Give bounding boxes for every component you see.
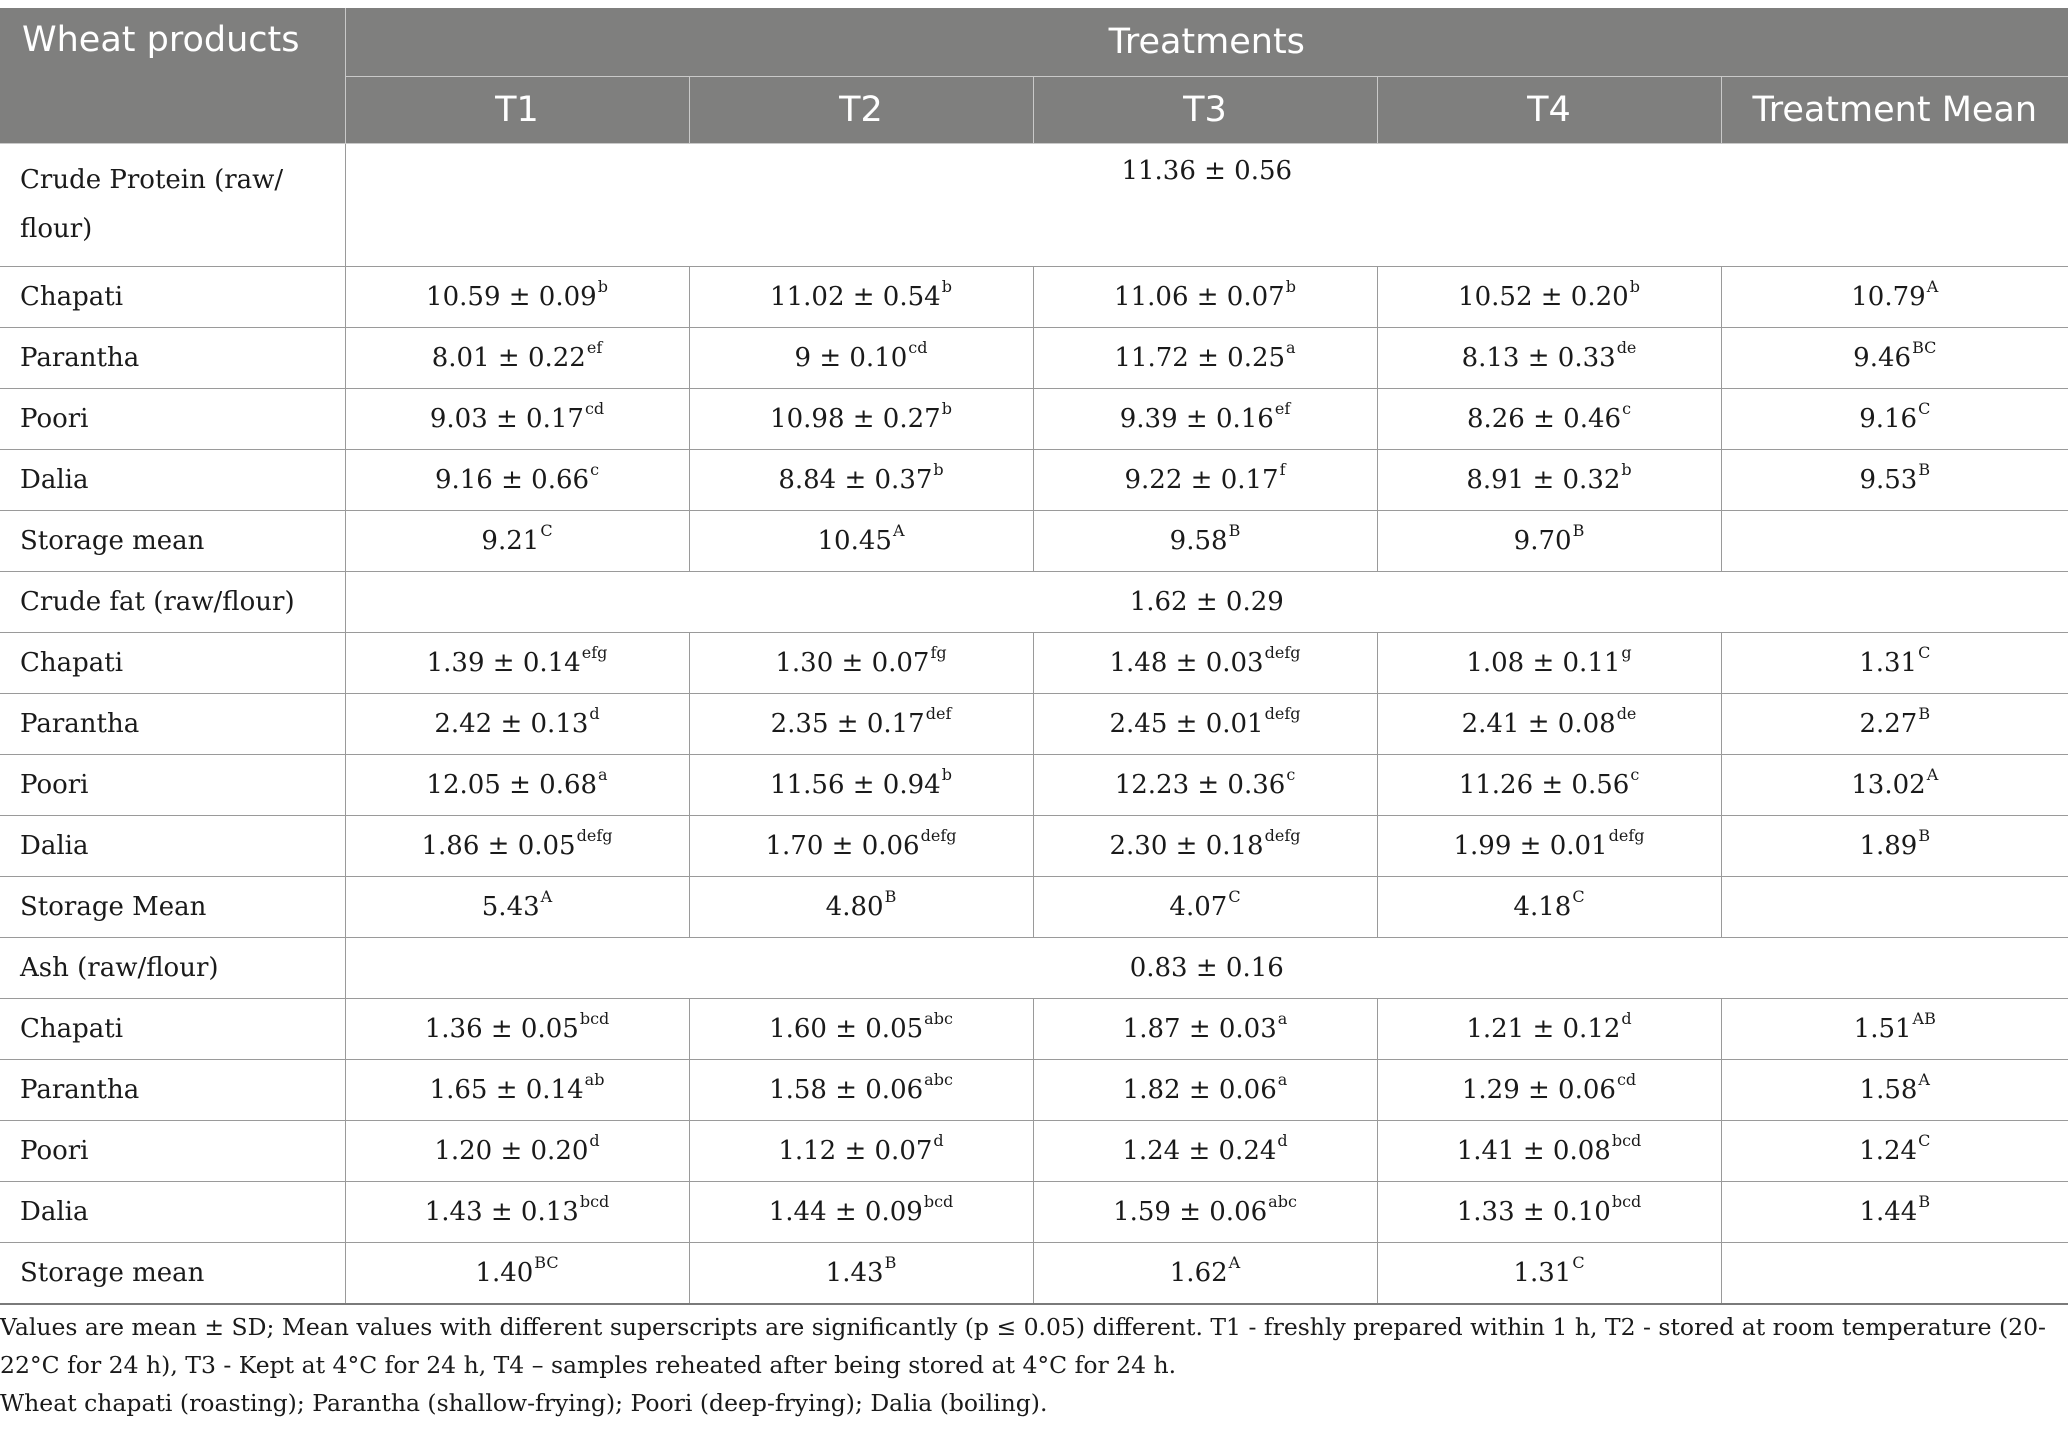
table-cell [345, 1121, 689, 1182]
section-row [0, 572, 2068, 633]
table-cell [1377, 1121, 1721, 1182]
section-raw-value: 1.62 ± 0.29 [345, 572, 2068, 633]
cell-superscript: d [933, 1131, 944, 1150]
table-cell [1033, 816, 1377, 877]
cell-value: 1.40 [475, 1258, 534, 1288]
table-cell [345, 694, 689, 755]
cell-value: 1.24 ± 0.24 [1122, 1136, 1277, 1166]
cell-superscript: b [941, 765, 952, 784]
table-cell [1377, 389, 1721, 450]
section-raw-value: 11.36 ± 0.56 [345, 144, 2068, 267]
cell-value: 9.03 ± 0.17 [429, 404, 584, 434]
cell-superscript: c [1286, 765, 1296, 784]
table-cell [1033, 511, 1377, 572]
table-footnotes [0, 1308, 2050, 1422]
table-cell [1033, 267, 1377, 328]
table-cell [1377, 755, 1721, 816]
cell-superscript: cd [1616, 1070, 1637, 1089]
footnote-definitions: Values are mean ± SD; Mean values with different superscripts are significantly (p ≤ 0.05) different. T1 - freshly prepared within 1 h, T2 - stored at room temperature (20-22°C for 24 h), T3 - Kept at 4°C for 24 h, T4 – samples reheated after being stored at 4°C for 24 h. [0, 1313, 2046, 1379]
cell-value: 1.70 ± 0.06 [765, 831, 920, 861]
cell-superscript: bcd [579, 1192, 610, 1211]
table-cell [1377, 511, 1721, 572]
cell-superscript: g [1621, 643, 1632, 662]
cell-value: 1.65 ± 0.14 [429, 1075, 584, 1105]
cell-value: 1.44 ± 0.09 [768, 1197, 923, 1227]
cell-superscript: C [1918, 1131, 1931, 1150]
table-cell [345, 1060, 689, 1121]
cell-superscript: ab [584, 1070, 605, 1089]
cell-value: 8.91 ± 0.32 [1466, 465, 1621, 495]
cell-value: 1.58 [1859, 1075, 1918, 1105]
cell-value: 1.86 ± 0.05 [421, 831, 576, 861]
cell-superscript: ef [586, 338, 603, 357]
cell-value: 10.52 ± 0.20 [1458, 282, 1629, 312]
table-cell [1721, 267, 2068, 328]
section-title: Ash (raw/flour) [0, 938, 345, 999]
cell-value: 5.43 [481, 892, 540, 922]
cell-value: 11.26 ± 0.56 [1458, 770, 1630, 800]
cell-superscript: de [1616, 338, 1637, 357]
table-cell [689, 1121, 1033, 1182]
cell-value: 9.58 [1169, 526, 1228, 556]
table-cell [1033, 328, 1377, 389]
cell-superscript: B [1918, 704, 1931, 723]
header-col-t3: T3 [1033, 77, 1377, 144]
table-cell [1033, 694, 1377, 755]
table-cell [1721, 1060, 2068, 1121]
cell-superscript: c [1630, 765, 1640, 784]
header-col-t4: T4 [1377, 77, 1721, 144]
cell-superscript: AB [1912, 1009, 1936, 1028]
table-cell [345, 1182, 689, 1243]
results-table [0, 8, 2068, 1305]
table-cell [1033, 633, 1377, 694]
cell-superscript: B [884, 887, 897, 906]
table-cell [345, 755, 689, 816]
cell-value: 11.56 ± 0.94 [770, 770, 941, 800]
table-cell [1033, 1243, 1377, 1305]
table-cell [689, 511, 1033, 572]
cell-superscript: A [1918, 1070, 1930, 1089]
cell-superscript: BC [1912, 338, 1937, 357]
row-label: Poori [0, 389, 345, 450]
cell-superscript: A [540, 887, 553, 906]
cell-value: 9.70 [1513, 526, 1572, 556]
cell-superscript: B [1918, 1192, 1931, 1211]
cell-superscript: defg [1608, 826, 1645, 845]
table-cell [689, 694, 1033, 755]
cell-value: 4.80 [825, 892, 884, 922]
cell-superscript: defg [920, 826, 957, 845]
cell-superscript: a [1277, 1009, 1288, 1028]
row-label: Dalia [0, 816, 345, 877]
cell-value: 1.59 ± 0.06 [1113, 1197, 1268, 1227]
table-cell [1377, 1182, 1721, 1243]
cell-superscript: d [1621, 1009, 1632, 1028]
cell-superscript: b [1629, 277, 1640, 296]
table-cell [1721, 389, 2068, 450]
cell-superscript: defg [1264, 826, 1301, 845]
cell-value: 8.26 ± 0.46 [1466, 404, 1622, 434]
table-cell [1377, 694, 1721, 755]
table-cell [689, 1243, 1033, 1305]
cell-superscript: C [1572, 887, 1585, 906]
table-row [0, 755, 2068, 816]
table-cell [1721, 1121, 2068, 1182]
cell-value: 1.24 [1859, 1136, 1918, 1166]
table-cell [345, 511, 689, 572]
table-cell [689, 450, 1033, 511]
cell-value: 1.31 [1513, 1258, 1572, 1288]
cell-superscript: defg [1264, 643, 1301, 662]
cell-superscript: b [597, 277, 608, 296]
cell-superscript: bcd [923, 1192, 954, 1211]
table-cell [345, 633, 689, 694]
table-cell [689, 267, 1033, 328]
table-row [0, 1182, 2068, 1243]
cell-value: 12.05 ± 0.68 [426, 770, 598, 800]
cell-value: 2.30 ± 0.18 [1109, 831, 1264, 861]
cell-value: 4.18 [1513, 892, 1572, 922]
cell-value: 1.87 ± 0.03 [1122, 1014, 1277, 1044]
row-label: Parantha [0, 694, 345, 755]
cell-superscript: B [1918, 826, 1931, 845]
cell-value: 2.42 ± 0.13 [434, 709, 589, 739]
row-label: Storage mean [0, 511, 345, 572]
cell-value: 1.43 ± 0.13 [424, 1197, 579, 1227]
cell-value: 9.53 [1859, 465, 1918, 495]
cell-value: 1.39 ± 0.14 [426, 648, 581, 678]
row-label: Storage mean [0, 1243, 345, 1305]
row-label: Parantha [0, 1060, 345, 1121]
header-col-t1: T1 [345, 77, 689, 144]
cell-value: 1.31 [1859, 648, 1918, 678]
table-cell [689, 633, 1033, 694]
table-cell [1721, 1182, 2068, 1243]
cell-superscript: a [598, 765, 608, 784]
cell-superscript: B [1572, 521, 1585, 540]
cell-value: 1.08 ± 0.11 [1466, 648, 1621, 678]
section-title: Crude fat (raw/flour) [0, 572, 345, 633]
table-cell [1721, 328, 2068, 389]
table-cell [1033, 450, 1377, 511]
table-row [0, 450, 2068, 511]
table-cell [345, 1243, 689, 1305]
table-cell [1721, 816, 2068, 877]
table-cell [345, 816, 689, 877]
table-cell [1721, 450, 2068, 511]
cell-value: 1.21 ± 0.12 [1466, 1014, 1621, 1044]
cell-superscript: abc [924, 1070, 953, 1089]
cell-value: 1.30 ± 0.07 [775, 648, 930, 678]
table-cell [1377, 450, 1721, 511]
cell-superscript: C [1572, 1253, 1585, 1272]
cell-superscript: BC [534, 1253, 559, 1272]
section-raw-value: 0.83 ± 0.16 [345, 938, 2068, 999]
cell-value: 9 ± 0.10 [794, 343, 908, 373]
cell-superscript: f [1279, 460, 1286, 479]
header-wheat-products: Wheat products [0, 8, 345, 144]
table-cell [1721, 999, 2068, 1060]
section-row [0, 144, 2068, 267]
cell-superscript: C [1228, 887, 1241, 906]
table-cell [689, 389, 1033, 450]
cell-value: 1.48 ± 0.03 [1109, 648, 1264, 678]
cell-superscript: a [1277, 1070, 1288, 1089]
table-cell [1033, 1121, 1377, 1182]
footnote-methods: Wheat chapati (roasting); Parantha (shallow-frying); Poori (deep-frying); Dalia (boiling). [0, 1389, 1048, 1417]
cell-value: 2.45 ± 0.01 [1109, 709, 1264, 739]
cell-superscript: b [933, 460, 944, 479]
table-cell [689, 877, 1033, 938]
cell-value: 11.02 ± 0.54 [770, 282, 941, 312]
table-body [0, 144, 2068, 1305]
cell-superscript: d [589, 704, 600, 723]
cell-superscript: b [941, 277, 952, 296]
table-row [0, 511, 2068, 572]
cell-value: 1.41 ± 0.08 [1456, 1136, 1611, 1166]
cell-superscript: A [1926, 277, 1939, 296]
cell-value: 2.35 ± 0.17 [770, 709, 925, 739]
cell-value: 8.13 ± 0.33 [1461, 343, 1616, 373]
table-cell [1377, 1060, 1721, 1121]
table-row [0, 877, 2068, 938]
cell-superscript: cd [584, 399, 605, 418]
cell-superscript: C [540, 521, 553, 540]
cell-value: 9.16 ± 0.66 [434, 465, 590, 495]
table-cell [1033, 389, 1377, 450]
cell-superscript: A [892, 521, 905, 540]
cell-value: 2.27 [1859, 709, 1918, 739]
cell-superscript: d [1277, 1131, 1288, 1150]
table-cell [689, 999, 1033, 1060]
cell-superscript: a [1286, 338, 1296, 357]
cell-value: 9.39 ± 0.16 [1119, 404, 1274, 434]
table-cell [1377, 1243, 1721, 1305]
row-label: Chapati [0, 267, 345, 328]
table-cell [1377, 999, 1721, 1060]
cell-value: 1.43 [825, 1258, 884, 1288]
cell-value: 1.60 ± 0.05 [769, 1014, 924, 1044]
table-cell [1033, 999, 1377, 1060]
cell-superscript: b [1285, 277, 1296, 296]
table-row [0, 389, 2068, 450]
table-cell [1721, 877, 2068, 938]
cell-superscript: A [1228, 1253, 1241, 1272]
table-row [0, 1243, 2068, 1305]
cell-value: 1.29 ± 0.06 [1461, 1075, 1616, 1105]
table-cell [1377, 816, 1721, 877]
row-label: Dalia [0, 1182, 345, 1243]
table-row [0, 1060, 2068, 1121]
table-cell [1721, 694, 2068, 755]
header-col-treatment-mean: Treatment Mean [1721, 77, 2068, 144]
cell-value: 12.23 ± 0.36 [1114, 770, 1286, 800]
row-label: Poori [0, 1121, 345, 1182]
header-treatments: Treatments [345, 8, 2068, 77]
cell-superscript: c [590, 460, 600, 479]
cell-value: 1.44 [1859, 1197, 1918, 1227]
cell-superscript: abc [1268, 1192, 1297, 1211]
cell-value: 1.82 ± 0.06 [1122, 1075, 1277, 1105]
cell-value: 8.01 ± 0.22 [431, 343, 586, 373]
cell-superscript: cd [908, 338, 928, 357]
table-cell [1033, 1060, 1377, 1121]
table-row [0, 816, 2068, 877]
table-cell [345, 267, 689, 328]
cell-superscript: def [925, 704, 952, 723]
cell-value: 1.99 ± 0.01 [1453, 831, 1608, 861]
table-cell [689, 755, 1033, 816]
cell-superscript: d [589, 1131, 600, 1150]
cell-value: 10.45 [817, 526, 892, 556]
table-cell [345, 450, 689, 511]
cell-value: 13.02 [1851, 770, 1926, 800]
table-row [0, 328, 2068, 389]
cell-superscript: fg [930, 643, 947, 662]
header-col-t2: T2 [689, 77, 1033, 144]
cell-superscript: defg [576, 826, 613, 845]
table-cell [689, 1182, 1033, 1243]
table-cell [689, 328, 1033, 389]
cell-value: 4.07 [1169, 892, 1228, 922]
cell-value: 10.98 ± 0.27 [770, 404, 941, 434]
table-cell [1377, 877, 1721, 938]
row-label: Poori [0, 755, 345, 816]
row-label: Storage Mean [0, 877, 345, 938]
cell-value: 10.59 ± 0.09 [426, 282, 597, 312]
table-cell [1033, 755, 1377, 816]
cell-value: 9.46 [1853, 343, 1912, 373]
cell-value: 1.36 ± 0.05 [424, 1014, 579, 1044]
cell-superscript: efg [581, 643, 608, 662]
row-label: Parantha [0, 328, 345, 389]
section-row [0, 938, 2068, 999]
cell-superscript: B [884, 1253, 897, 1272]
table-header [0, 8, 2068, 144]
table-cell [1033, 1182, 1377, 1243]
table-cell [1721, 1243, 2068, 1305]
cell-superscript: B [1228, 521, 1241, 540]
cell-value: 9.16 [1859, 404, 1918, 434]
table-cell [345, 999, 689, 1060]
table-cell [1377, 633, 1721, 694]
cell-value: 9.22 ± 0.17 [1124, 465, 1279, 495]
cell-value: 1.33 ± 0.10 [1456, 1197, 1611, 1227]
cell-superscript: C [1918, 399, 1931, 418]
cell-superscript: defg [1264, 704, 1301, 723]
cell-value: 1.12 ± 0.07 [778, 1136, 933, 1166]
section-title: Crude Protein (raw/ flour) [0, 144, 345, 267]
table-cell [1721, 755, 2068, 816]
table-cell [1721, 511, 2068, 572]
cell-value: 1.62 [1169, 1258, 1228, 1288]
cell-value: 9.21 [481, 526, 540, 556]
cell-superscript: B [1918, 460, 1931, 479]
cell-value: 10.79 [1851, 282, 1926, 312]
cell-superscript: abc [924, 1009, 953, 1028]
cell-superscript: bcd [1611, 1192, 1642, 1211]
cell-value: 1.20 ± 0.20 [434, 1136, 589, 1166]
cell-value: 1.58 ± 0.06 [769, 1075, 924, 1105]
table-cell [345, 389, 689, 450]
cell-value: 1.89 [1859, 831, 1918, 861]
table-cell [1377, 267, 1721, 328]
table-cell [345, 877, 689, 938]
row-label: Chapati [0, 999, 345, 1060]
cell-superscript: b [941, 399, 952, 418]
table-cell [1721, 633, 2068, 694]
cell-value: 11.72 ± 0.25 [1114, 343, 1286, 373]
table-row [0, 267, 2068, 328]
table-row [0, 694, 2068, 755]
row-label: Chapati [0, 633, 345, 694]
table-row [0, 1121, 2068, 1182]
table-cell [1377, 328, 1721, 389]
table-row [0, 999, 2068, 1060]
cell-superscript: ef [1274, 399, 1291, 418]
cell-superscript: b [1621, 460, 1632, 479]
cell-value: 8.84 ± 0.37 [778, 465, 933, 495]
table-cell [689, 816, 1033, 877]
cell-superscript: C [1918, 643, 1931, 662]
cell-superscript: bcd [1611, 1131, 1642, 1150]
table-row [0, 633, 2068, 694]
table-cell [689, 1060, 1033, 1121]
table-cell [345, 328, 689, 389]
row-label: Dalia [0, 450, 345, 511]
cell-superscript: de [1616, 704, 1637, 723]
cell-superscript: A [1926, 765, 1939, 784]
cell-superscript: c [1622, 399, 1632, 418]
cell-superscript: bcd [579, 1009, 610, 1028]
cell-value: 1.51 [1853, 1014, 1912, 1044]
cell-value: 11.06 ± 0.07 [1114, 282, 1285, 312]
cell-value: 2.41 ± 0.08 [1461, 709, 1616, 739]
table-cell [1033, 877, 1377, 938]
